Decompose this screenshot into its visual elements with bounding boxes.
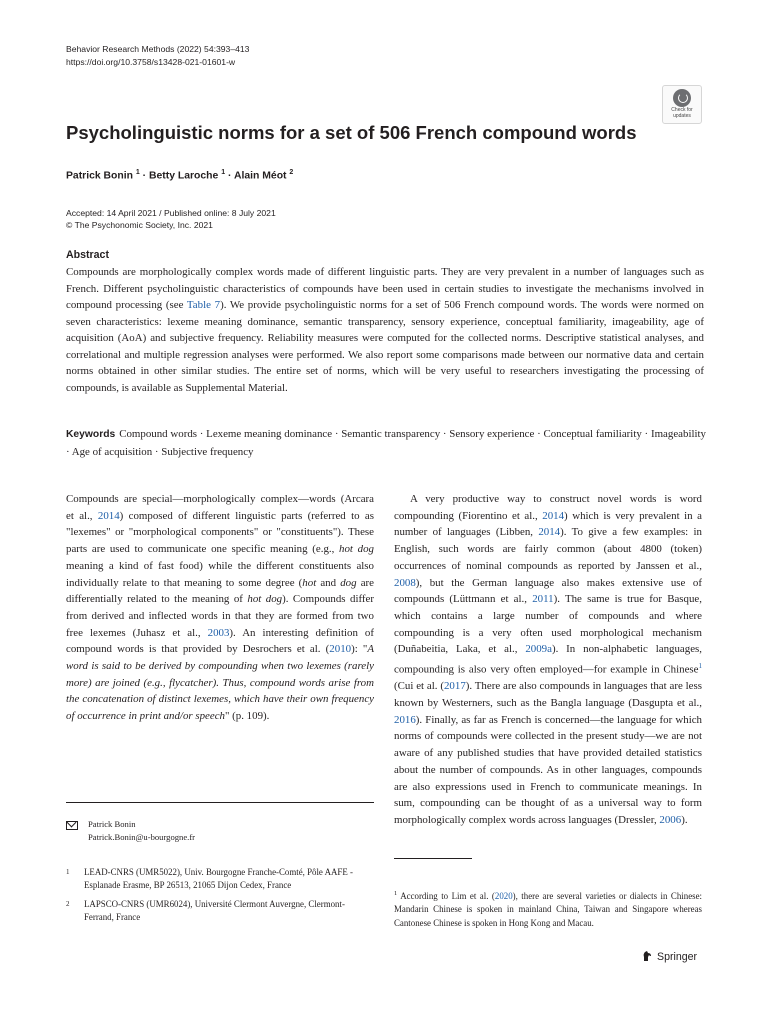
citation-link[interactable]: 2003 <box>207 626 230 639</box>
affiliation <box>66 898 374 923</box>
citation-link[interactable]: 2014 <box>542 509 565 522</box>
body-paragraph: Compounds are special—morphologically complex—words (Arcara et al., 2014) composed of different linguistic parts (referred to as "lexemes" or "morphological components" or "constituents"). These parts are used to communicate one specific meaning (e.g., hot dog meaning a kind of fast food) while the different constituents also individually relate to that meaning to some degree (hot and dog are differentially related to the meaning of hot dog). Compounds differ from derived and inflected words in that they are formed from two free lexemes (Juhasz et al., 2003). An interesting definition of compound words is that provided by Desrochers et al. (2010): "A word is said to be derived by compounding when two lexemes (rarely more) are joined (e.g., flycatcher). Thus, compound words arise from the concatenation of distinct lexemes, which have their own frequency of occurrence in print and/or speech" (p. 109). <box>66 493 375 723</box>
badge-label-2: updates <box>673 112 691 119</box>
footnote-divider-left <box>66 802 374 803</box>
footnote-mark[interactable]: 1 <box>698 662 702 671</box>
journal-citation: Behavior Research Methods (2022) 54:393–413 <box>66 44 250 54</box>
copyright-line <box>66 219 276 231</box>
footnote: $^1$ According to Lim et al. (2020), there are several varieties or dialects in Chinese: Mandarin Chinese is spoken in mainland China, Taiwan and Singapore whereas Cantonese Chinese is spoken in Hong Kong and Macau. <box>394 890 702 928</box>
abstract-text: ). We provide psycholinguistic norms for a set of 506 French compound words. The words were normed on seven characteristics: lexeme meaning dominance, semantic transparency, sensory experience, conceptual familiarity, imageability, age of acquisition (AoA) and subjective frequency. Reliability measures were computed for the collected norms. Descriptive statistical analyses, and correlational and multiple regression analyses were performed. We also report some comparisons made between our normative data and certain norms obtained in other similar studies. The entire set of norms, which will be very useful to researchers investigating the processing of compounds, is available as Supplemental Material. <box>66 299 704 394</box>
abstract-text: Compounds are morphologically complex words made of different linguistic parts. They are very prevalent in a number of languages such as French. Different psycholinguistic characteristics of compounds have been used in certain studies to investigate the mechanisms involved in compound processing (see <box>66 266 704 311</box>
badge-label-1: Check for <box>671 107 693 113</box>
citation-link[interactable]: 2014 <box>538 526 561 539</box>
springer-horse-icon <box>642 950 653 962</box>
abstract-body <box>66 264 704 396</box>
citation-link[interactable]: 2009a <box>525 643 552 656</box>
citation-link[interactable]: 2016 <box>394 713 416 726</box>
author-list: Patrick Bonin $^1$ · Betty Laroche $^1$ · Alain Méot $^2$ <box>66 169 294 182</box>
copyright-icon: © <box>66 220 73 230</box>
accepted-published-line: Accepted: 14 April 2021 / Published online: 8 July 2021 <box>66 208 276 218</box>
check-for-updates-badge[interactable] <box>662 85 702 124</box>
keywords-label: Keywords <box>66 429 116 440</box>
journal-doi[interactable]: https://doi.org/10.3758/s13428-021-01601-w <box>66 57 236 67</box>
affiliation-text: LAPSCO-CNRS (UMR6024), Université Clermont Auvergne, Clermont-Ferrand, France <box>84 899 345 922</box>
citation-link[interactable]: 2017 <box>443 680 466 693</box>
author-name[interactable]: Betty Laroche <box>149 170 219 182</box>
citation-link[interactable]: 2006 <box>659 813 682 826</box>
affiliation-number: 1 <box>66 868 70 876</box>
abstract-heading: Abstract <box>66 249 109 261</box>
keywords-text: Compound words · Lexeme meaning dominance · Semantic transparency · Sensory experience · Conceptual familiarity · Imageability · Age of acquisition · Subjective frequency <box>66 428 706 458</box>
definition-quote: A word is said to be derived by compounding when two lexemes (rarely more) are joined (e.g., flycatcher). Thus, compound words arise from the concatenation of distinct lexemes, which have their own frequency of occurrence in print and/or speech <box>66 643 374 723</box>
citation-link[interactable]: 2008 <box>394 576 416 589</box>
correspondence-name: Patrick Bonin <box>88 819 136 829</box>
author-name[interactable]: Patrick Bonin <box>66 170 133 182</box>
affiliation-number: 2 <box>66 900 70 908</box>
body-column-right <box>394 491 702 829</box>
affiliation-text: LEAD-CNRS (UMR5022), Univ. Bourgogne Franche-Comté, Pôle AAFE - Esplanade Erasme, BP 26513, 21065 Dijon Cedex, France <box>84 867 353 890</box>
author-affiliation-mark: 1 <box>221 169 226 176</box>
copyright-text: The Psychonomic Society, Inc. 2021 <box>74 220 213 230</box>
author-affiliation-mark: 1 <box>135 169 140 176</box>
correspondence <box>66 818 195 844</box>
citation-link[interactable]: 2010 <box>329 643 352 656</box>
check-for-updates-icon <box>673 89 691 107</box>
body-paragraph: A very productive way to construct novel words is word compounding (Fiorentino et al., 2014) which is very prevalent in a number of languages (Libben, 2014). To give a few examples: in English, such words are fairly common (about 4800 (token) occurrences of nominal compounds as reported by Janssen et al., 2008), but the German language also makes extensive use of compounds (Lüttmann et al., 2011). The same is true for Basque, which contains a large number of compounds and where compounding is a very often used morphological mechanism (Duñabeitia, Laka, et al., 2009a). In non-alphabetic languages, compounding is also very often employed—for example in Chinese$^1$ (Cui et al. (2017). There are also compounds in languages that are less known by Westerners, such as the Bangla language (Dasgupta et al., 2016). Finally, as far as French is concerned—the language for which norms of compounds were collected in the present study—we are not aware of any published studies that have provided detailed statistics about the number of compounds. As in other languages, compounds are also expressions used in French to communicate meanings. In sum, compounding can be thought of as a universal way to form morphologically complex words across languages (Dressler, 2006). <box>394 493 703 826</box>
publisher-name: Springer <box>657 951 698 963</box>
author-affiliation-mark: 2 <box>289 169 294 176</box>
author-name[interactable]: Alain Méot <box>233 170 287 182</box>
envelope-icon <box>66 821 78 830</box>
affiliation <box>66 866 374 891</box>
body-column-left <box>66 491 374 725</box>
article-title: Psycholinguistic norms for a set of 506 French compound words <box>66 122 637 143</box>
table-reference-link[interactable]: Table 7 <box>186 299 221 311</box>
citation-link[interactable]: 2011 <box>532 593 554 606</box>
correspondence-email[interactable]: Patrick.Bonin@u-bourgogne.fr <box>88 832 196 842</box>
footnote-divider-right <box>394 858 472 859</box>
footnote-number: 1 <box>394 890 398 897</box>
keywords <box>66 426 706 460</box>
publication-dates <box>66 207 276 231</box>
citation-link[interactable]: 2020 <box>494 890 513 901</box>
citation-link[interactable]: 2014 <box>97 509 120 522</box>
publisher-logo <box>642 950 697 963</box>
journal-header <box>66 43 249 69</box>
